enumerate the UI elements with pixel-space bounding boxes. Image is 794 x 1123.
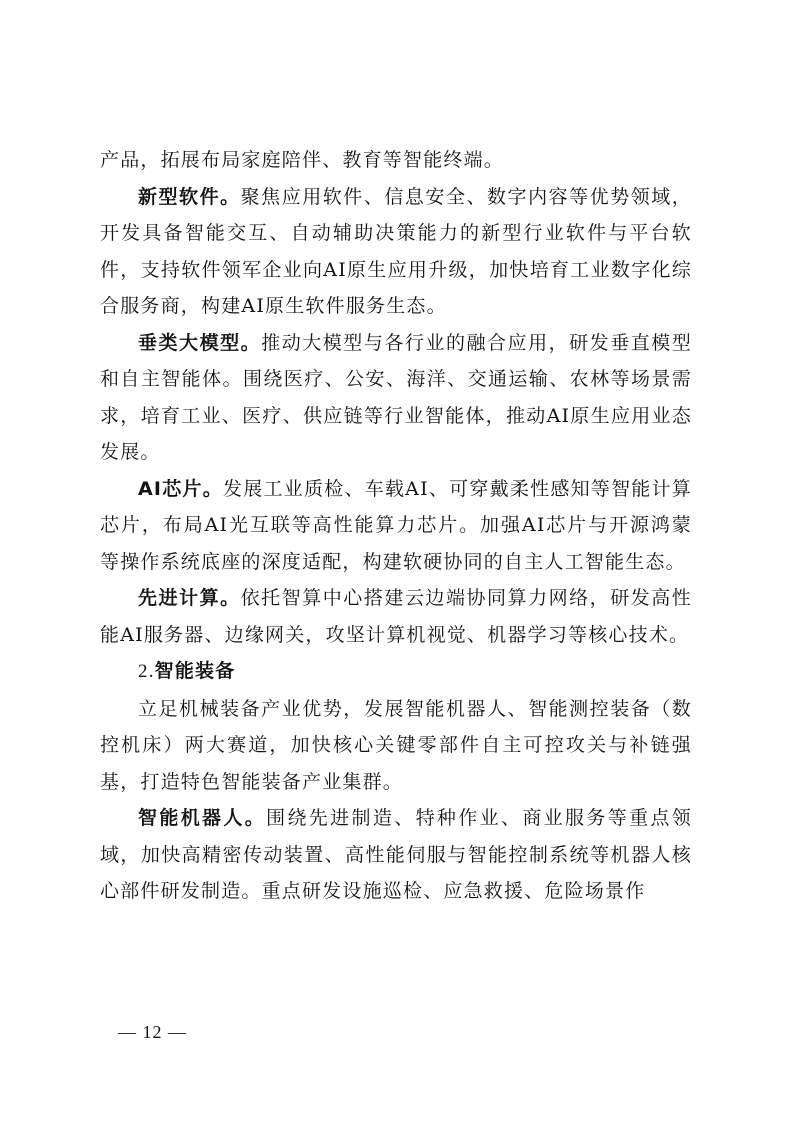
paragraph-text: 发展工业质检、车载AI、可穿戴柔性感知等智能计算芯片，布局AI光互联等高性能算力芯片。加强AI芯片与开源鸿蒙等操作系统底座的深度适配，构建软硬协同的自主人工智能生态。 <box>100 477 693 573</box>
paragraph-text: 聚焦应用软件、信息安全、数字内容等优势领域，开发具备智能交互、自动辅助决策能力的新型行业软件与平台软件，支持软件领军企业向AI原生应用升级，加快培育工业数字化综合服务商，构建AI原生软件服务生态。 <box>100 185 692 317</box>
paragraph-continuation <box>100 142 692 179</box>
paragraph-intelligent-robots <box>100 800 692 910</box>
paragraph-lead: 垂类大模型。 <box>138 331 262 354</box>
paragraph-text: 依托智算中心搭建云边端协同算力网络，研发高性能AI服务器、边缘网关，攻坚计算机视觉、机器学习等核心技术。 <box>100 587 692 646</box>
paragraph-advanced-computing <box>100 580 692 653</box>
paragraph-lead: AI芯片。 <box>138 477 223 500</box>
paragraph-vertical-models <box>100 325 692 471</box>
paragraph-ai-chips <box>100 471 692 581</box>
section-heading <box>100 653 692 691</box>
paragraph-new-software <box>100 179 692 325</box>
paragraph-lead: 新型软件。 <box>138 185 241 208</box>
paragraph-lead: 智能机器人。 <box>138 807 267 829</box>
paragraph-text: 产品，拓展布局家庭陪伴、教育等智能终端。 <box>100 149 505 171</box>
paragraph-text: 围绕先进制造、特种作业、商业服务等重点领域，加快高精密传动装置、高性能伺服与智能控制系统等机器人核心部件研发制造。重点研发设施巡检、应急救援、危险场景作 <box>100 807 692 902</box>
document-body <box>100 142 692 910</box>
paragraph-intelligent-equipment-intro <box>100 691 692 801</box>
section-number: 2. <box>138 661 155 682</box>
paragraph-text: 推动大模型与各行业的融合应用，研发垂直模型和自主智能体。围绕医疗、公安、海洋、交通运输、农林等场景需求，培育工业、医疗、供应链等行业智能体，推动AI原生应用业态发展。 <box>100 331 692 463</box>
section-title: 智能装备 <box>154 660 236 682</box>
page-number: — 12 — <box>118 1022 187 1042</box>
paragraph-lead: 先进计算。 <box>138 587 241 609</box>
paragraph-text: 立足机械装备产业优势，发展智能机器人、智能测控装备（数控机床）两大赛道，加快核心关键零部件自主可控攻关与补链强基，打造特色智能装备产业集群。 <box>100 697 692 793</box>
